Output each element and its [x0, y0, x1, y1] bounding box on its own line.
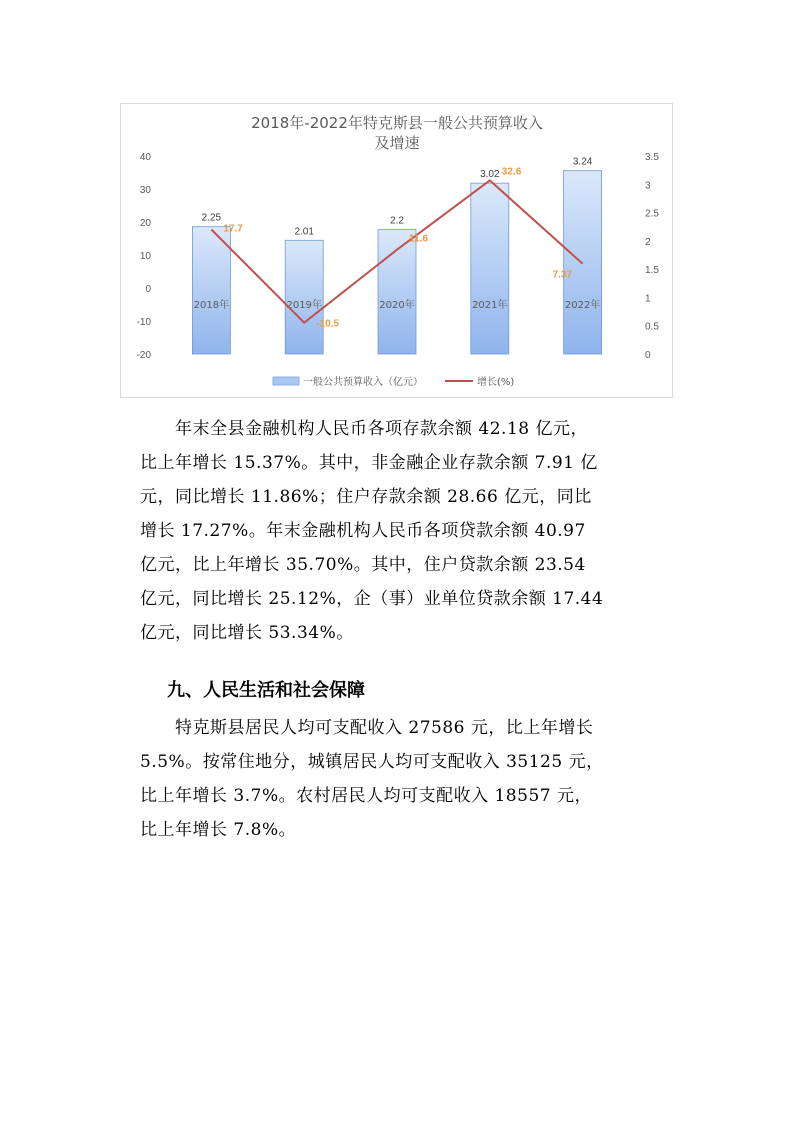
left-axis	[137, 152, 152, 361]
growth-value-label: 32.6	[501, 166, 522, 178]
left-axis-tick-label: -20	[136, 350, 151, 361]
paragraph-line: 特克斯县居民人均可支配收入 27586 元，比上年增长	[140, 718, 594, 738]
bar-value-label: 3.24	[572, 156, 593, 168]
left-axis-tick-label: -10	[136, 317, 151, 328]
right-axis-tick-label: 0	[645, 350, 651, 361]
chart-title-line-1: 2018年-2022年特克斯县一般公共预算收入	[251, 114, 543, 132]
right-axis-tick-label: 1.5	[645, 265, 659, 277]
left-axis-tick-label: 30	[139, 185, 151, 196]
paragraph-line: 元，同比增长 11.86%；住户存款余额 28.66 亿元，同比	[140, 487, 592, 507]
paragraph-line: 亿元，同比增长 25.12%，企（事）业单位贷款余额 17.44	[140, 589, 604, 609]
paragraph-line: 比上年增长 3.7%。农村居民人均可支配收入 18557 元，	[140, 786, 592, 806]
revenue-bar	[285, 240, 323, 354]
left-axis-tick-label: 10	[139, 251, 151, 262]
left-axis-tick-label: 0	[145, 284, 151, 295]
income-paragraph	[140, 711, 685, 847]
right-axis-tick-label: 1	[645, 293, 651, 305]
budget-revenue-chart	[121, 104, 674, 399]
legend-bar-label: 一般公共预算收入（亿元）	[303, 377, 423, 388]
legend-bar-swatch	[273, 377, 299, 385]
paragraph-line: 增长 17.27%。年末金融机构人民币各项贷款余额 40.97	[140, 521, 586, 541]
chart-container	[120, 103, 673, 398]
paragraph-line: 比上年增长 7.8%。	[140, 820, 297, 840]
right-axis-tick-label: 0.5	[645, 321, 659, 333]
bar-value-label: 2.2	[390, 215, 404, 227]
bar-value-label: 2.25	[201, 212, 222, 224]
right-axis	[645, 152, 659, 361]
right-axis-tick-label: 2	[645, 236, 651, 248]
category-label: 2019年	[286, 300, 322, 311]
category-label: 2022年	[564, 300, 601, 311]
chart-title	[251, 114, 543, 152]
bar-data-labels	[202, 157, 593, 238]
chart-title-line-2: 及增速	[374, 134, 420, 152]
category-label: 2018年	[193, 300, 230, 311]
legend-line-label: 增长(%)	[477, 377, 515, 388]
left-axis-tick-label: 40	[139, 152, 151, 163]
paragraph-line: 亿元，同比增长 53.34%。	[140, 623, 354, 643]
bar-series	[192, 171, 601, 354]
growth-value-label: 11.6	[409, 233, 428, 245]
revenue-bar	[192, 227, 230, 354]
growth-value-label: -10.5	[316, 318, 339, 330]
chart-legend	[273, 375, 514, 388]
paragraph-line: 亿元，比上年增长 35.70%。其中，住户贷款余额 23.54	[140, 555, 586, 575]
right-axis-tick-label: 2.5	[645, 208, 659, 220]
section-heading: 九、人民生活和社会保障	[167, 680, 365, 701]
category-label: 2020年	[379, 300, 415, 311]
revenue-bar	[471, 183, 509, 354]
revenue-bar	[378, 230, 416, 354]
bar-value-label: 3.02	[480, 169, 500, 181]
right-axis-tick-label: 3	[645, 180, 651, 192]
finance-paragraph	[140, 412, 685, 650]
paragraph-line: 比上年增长 15.37%。其中，非金融企业存款余额 7.91 亿	[140, 453, 598, 473]
growth-value-label: 17.7	[223, 223, 243, 235]
category-labels	[194, 298, 601, 311]
category-label: 2021年	[472, 300, 508, 311]
bar-value-label: 2.01	[294, 226, 314, 238]
paragraph-line: 年末全县金融机构人民币各项存款余额 42.18 亿元，	[140, 419, 588, 439]
paragraph-line: 5.5%。按常住地分，城镇居民人均可支配收入 35125 元，	[140, 752, 604, 772]
right-axis-tick-label: 3.5	[645, 152, 659, 163]
growth-value-label: 7.37	[552, 269, 573, 281]
left-axis-tick-label: 20	[139, 218, 151, 229]
